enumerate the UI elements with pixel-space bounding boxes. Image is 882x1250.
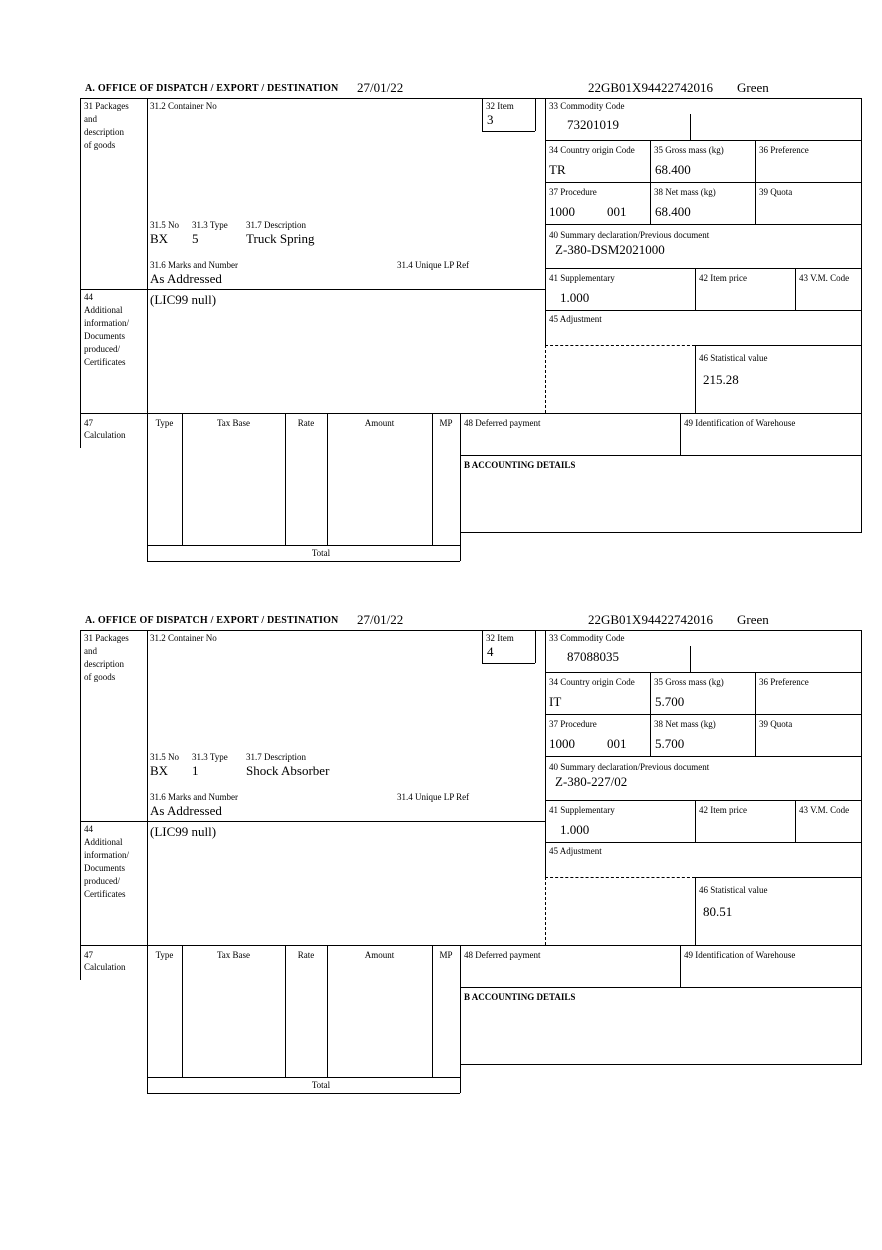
label-item: 32 Item [486,101,514,111]
grid-line [545,182,862,183]
label-goods-description: 31.7 Description [246,220,306,230]
label-box31-and: and [84,646,97,656]
grid-line [755,672,756,756]
grid-line-right-border [861,630,862,1064]
grid-line [545,714,862,715]
value-goods-description: Truck Spring [246,231,315,246]
label-container-no: 31.2 Container No [150,633,217,643]
grid-line-total-bottom [147,561,460,562]
label-box44-additional: Additional [84,305,123,315]
grid-line-dashed [545,345,695,346]
grid-line-mid [80,413,862,414]
grid-line-statistical-left [695,345,696,413]
label-item-price: 42 Item price [699,805,747,815]
label-commodity-code: 33 Commodity Code [549,633,625,643]
label-warehouse-identification: 49 Identification of Warehouse [684,418,796,428]
value-country-origin: TR [549,162,566,177]
grid-line-calc-col [327,945,328,1077]
label-box31-goods: of goods [84,672,116,682]
label-marks-and-number: 31.6 Marks and Number [150,792,238,802]
grid-line-calc-col [182,413,183,545]
grid-line-statistical-top [695,345,862,346]
label-box31-description: description [84,127,124,137]
label-box31-goods: of goods [84,140,116,150]
grid-line-48-49-divider [680,413,681,455]
value-goods-description: Shock Absorber [246,763,330,778]
label-procedure: 37 Procedure [549,187,597,197]
grid-line-calc-col [285,413,286,545]
label-deferred-payment: 48 Deferred payment [464,950,541,960]
grid-line-right-stack-left [545,98,546,345]
value-statistical-value: 215.28 [703,372,739,387]
value-package-type: 5 [192,231,199,246]
label-vm-code: 43 V.M. Code [799,805,850,815]
value-marks: As Addressed [150,803,222,818]
value-supplementary: 1.000 [560,822,590,837]
grid-line [650,140,651,224]
grid-line-label-col [147,630,148,1093]
grid-line [545,268,862,269]
label-package-no: 31.5 No [150,752,179,762]
grid-line-calc-col [432,413,433,545]
grid-line [545,310,862,311]
label-warehouse-identification: 49 Identification of Warehouse [684,950,796,960]
declaration-date: 27/01/22 [357,612,404,627]
label-package-type: 31.3 Type [192,220,228,230]
grid-line-calc-col [327,413,328,545]
label-box44-information: information/ [84,850,129,860]
label-preference: 36 Preference [759,677,809,687]
column-header-rate: Rate [297,950,315,960]
label-box31-and: and [84,114,97,124]
label-box44-produced: produced/ [84,876,120,886]
label-gross-mass: 35 Gross mass (kg) [654,677,724,687]
grid-line-accounting-bottom [460,532,862,533]
grid-line [545,842,862,843]
value-net-mass: 5.700 [655,736,685,751]
label-item: 32 Item [486,633,514,643]
grid-line-accounting-top [460,455,862,456]
declaration-reference: 22GB01X94422742016 [588,612,713,627]
value-package-type: 1 [192,763,199,778]
grid-line-commodity-tick [690,646,691,672]
office-of-dispatch-heading: A. OFFICE OF DISPATCH / EXPORT / DESTINATION [85,615,339,626]
grid-line-accounting-top [460,987,862,988]
label-package-no: 31.5 No [150,220,179,230]
label-total: Total [311,1080,331,1090]
label-procedure: 37 Procedure [549,719,597,729]
label-summary-declaration: 40 Summary declaration/Previous document [549,230,710,240]
value-previous-document: Z-380-227/02 [555,774,628,789]
grid-line-item-box-right [535,630,536,663]
office-of-dispatch-heading: A. OFFICE OF DISPATCH / EXPORT / DESTINATION [85,83,339,94]
label-statistical-value: 46 Statistical value [699,353,768,363]
declaration-item-section [80,612,863,1098]
label-box44-produced: produced/ [84,344,120,354]
column-header-amount: Amount [364,950,395,960]
label-box47-number: 47 [84,950,93,960]
value-package-no: BX [150,763,169,778]
label-goods-description: 31.7 Description [246,752,306,762]
label-box47-calculation: Calculation [84,962,126,972]
label-country-origin: 34 Country origin Code [549,677,635,687]
grid-line-item-box-bottom [482,663,535,664]
column-header-amount: Amount [364,418,395,428]
grid-line-48-49-divider [680,945,681,987]
grid-line-statistical-left [695,877,696,945]
grid-line [795,800,796,842]
label-country-origin: 34 Country origin Code [549,145,635,155]
grid-line-dashed [545,877,546,945]
column-header-mp: MP [439,950,453,960]
grid-line-calc-col [182,945,183,1077]
label-summary-declaration: 40 Summary declaration/Previous document [549,762,710,772]
grid-line-total-top [147,1077,460,1078]
grid-line-label-col [147,98,148,561]
value-gross-mass: 5.700 [655,694,685,709]
grid-line-item-box-left [482,630,483,663]
grid-line-dashed [545,877,695,878]
label-box31-packages: 31 Packages [84,101,129,111]
grid-line-top [80,630,862,631]
value-country-origin: IT [549,694,562,709]
value-package-no: BX [150,231,169,246]
grid-line-dashed [545,345,546,413]
label-container-no: 31.2 Container No [150,101,217,111]
value-procedure: 1000 [549,204,575,219]
label-box47-number: 47 [84,418,93,428]
label-supplementary: 41 Supplementary [549,805,615,815]
label-quota: 39 Quota [759,719,793,729]
value-previous-document: Z-380-DSM2021000 [555,242,665,257]
column-header-type: Type [155,418,174,428]
label-net-mass: 38 Net mass (kg) [654,719,716,729]
routing-status: Green [737,612,769,627]
value-supplementary: 1.000 [560,290,590,305]
grid-line [650,672,651,756]
grid-line [545,672,862,673]
label-box44-certificates: Certificates [84,357,126,367]
value-net-mass: 68.400 [655,204,691,219]
declaration-reference: 22GB01X94422742016 [588,80,713,95]
grid-line-right-stack-left [545,630,546,877]
value-procedure: 1000 [549,736,575,751]
value-item-number: 4 [487,644,494,659]
label-box44-documents: Documents [84,863,125,873]
grid-line-box44-top [80,289,545,290]
label-accounting-details: B ACCOUNTING DETAILS [464,460,576,470]
label-unique-lp-ref: 31.4 Unique LP Ref [397,792,470,802]
label-supplementary: 41 Supplementary [549,273,615,283]
grid-line-total-top [147,545,460,546]
label-vm-code: 43 V.M. Code [799,273,850,283]
label-box44-additional: Additional [84,837,123,847]
column-header-mp: MP [439,418,453,428]
column-header-type: Type [155,950,174,960]
grid-line-calc-right [460,945,461,1093]
label-marks-and-number: 31.6 Marks and Number [150,260,238,270]
grid-line [695,800,696,842]
grid-line [755,140,756,224]
value-procedure-2: 001 [607,736,627,751]
value-additional-information: (LIC99 null) [150,824,217,839]
label-box47-calculation: Calculation [84,430,126,440]
label-deferred-payment: 48 Deferred payment [464,418,541,428]
label-accounting-details: B ACCOUNTING DETAILS [464,992,576,1002]
value-commodity-code: 73201019 [567,117,619,132]
grid-line-total-bottom [147,1093,460,1094]
grid-line-left-border [80,98,81,448]
column-header-tax-base: Tax Base [216,950,251,960]
label-package-type: 31.3 Type [192,752,228,762]
label-unique-lp-ref: 31.4 Unique LP Ref [397,260,470,270]
grid-line-commodity-tick [690,114,691,140]
label-adjustment: 45 Adjustment [549,846,602,856]
value-procedure-2: 001 [607,204,627,219]
label-quota: 39 Quota [759,187,793,197]
column-header-tax-base: Tax Base [216,418,251,428]
value-gross-mass: 68.400 [655,162,691,177]
declaration-date: 27/01/22 [357,80,404,95]
grid-line-accounting-bottom [460,1064,862,1065]
label-total: Total [311,548,331,558]
grid-line-top [80,98,862,99]
label-box44-number: 44 [84,292,93,302]
grid-line-item-box-left [482,98,483,131]
grid-line-right-border [861,98,862,532]
value-item-number: 3 [487,112,494,127]
label-box44-certificates: Certificates [84,889,126,899]
label-box44-number: 44 [84,824,93,834]
routing-status: Green [737,80,769,95]
grid-line-statistical-top [695,877,862,878]
grid-line [545,224,862,225]
grid-line-left-border [80,630,81,980]
grid-line-item-box-bottom [482,131,535,132]
value-commodity-code: 87088035 [567,649,619,664]
value-statistical-value: 80.51 [703,904,733,919]
grid-line [795,268,796,310]
grid-line [545,756,862,757]
grid-line-calc-right [460,413,461,561]
grid-line [545,800,862,801]
grid-line-calc-col [432,945,433,1077]
grid-line-mid [80,945,862,946]
grid-line-calc-col [285,945,286,1077]
declaration-item-section [80,80,863,566]
grid-line [545,140,862,141]
value-marks: As Addressed [150,271,222,286]
label-adjustment: 45 Adjustment [549,314,602,324]
label-box31-description: description [84,659,124,669]
value-additional-information: (LIC99 null) [150,292,217,307]
label-box44-information: information/ [84,318,129,328]
column-header-rate: Rate [297,418,315,428]
grid-line [695,268,696,310]
label-net-mass: 38 Net mass (kg) [654,187,716,197]
label-box44-documents: Documents [84,331,125,341]
label-box31-packages: 31 Packages [84,633,129,643]
label-gross-mass: 35 Gross mass (kg) [654,145,724,155]
label-commodity-code: 33 Commodity Code [549,101,625,111]
label-item-price: 42 Item price [699,273,747,283]
label-statistical-value: 46 Statistical value [699,885,768,895]
grid-line-item-box-right [535,98,536,131]
grid-line-box44-top [80,821,545,822]
label-preference: 36 Preference [759,145,809,155]
